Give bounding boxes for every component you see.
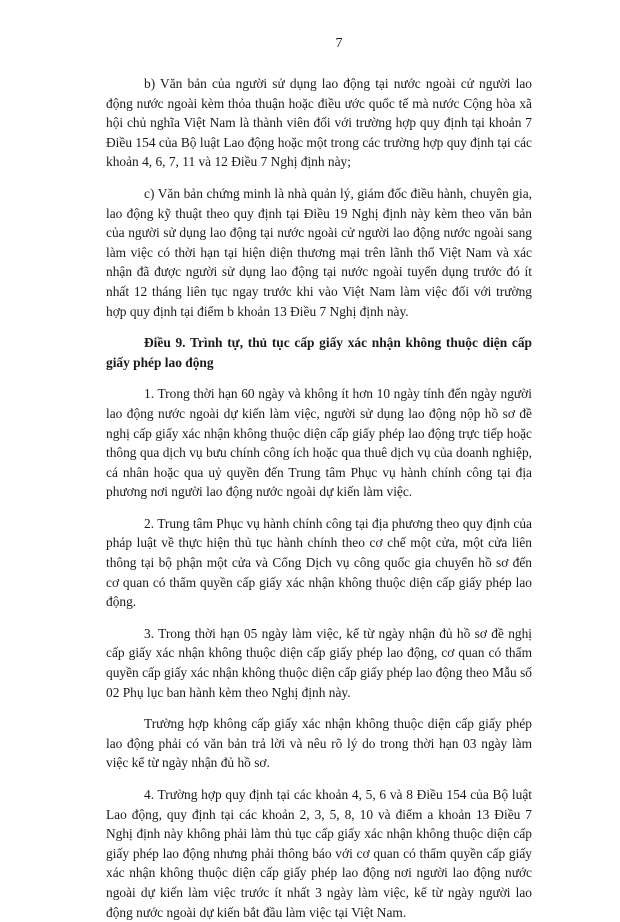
paragraph-c: c) Văn bản chứng minh là nhà quản lý, giám đốc điều hành, chuyên gia, lao động kỹ thuật theo quy định tại Điều 19 Nghị định này kèm theo văn bản của người sử dụng lao động tại nước ngoài cử người lao động nước ngoài sang làm việc có thời hạn tại hiện diện thương mại trên lãnh thổ Việt Nam và xác nhận đã được người sử dụng lao động tại nước ngoài tuyển dụng trước đó ít nhất 12 tháng liên tục ngay trước khi vào Việt Nam làm việc đối với trường hợp quy định tại điểm b khoản 13 Điều 7 Nghị định này.	[106, 185, 532, 319]
article-heading: Điều 9. Trình tự, thủ tục cấp giấy xác nhận không thuộc diện cấp giấy phép lao động	[106, 335, 532, 370]
clause-3-refusal: Trường hợp không cấp giấy xác nhận không thuộc diện cấp giấy phép lao động phải có văn bản trả lời và nêu rõ lý do trong thời hạn 03 ngày làm việc kể từ ngày nhận đủ hồ sơ.	[106, 716, 532, 771]
clause-4: 4. Trường hợp quy định tại các khoản 4, 5, 6 và 8 Điều 154 của Bộ luật Lao động, quy định tại các khoản 2, 3, 5, 8, 10 và điểm a khoản 13 Điều 7 Nghị định này không phải làm thủ tục cấp giấy xác nhận không thuộc diện cấp giấy phép lao động nhưng phải thông báo với cơ quan có thẩm quyền cấp giấy xác nhận không thuộc diện cấp giấy phép lao động nơi người lao động nước ngoài dự kiến làm việc trước ít nhất 3 ngày làm việc, kể từ ngày người lao động nước ngoài dự kiến bắt đầu làm việc tại Việt Nam.	[106, 787, 532, 920]
clause-2: 2. Trung tâm Phục vụ hành chính công tại địa phương theo quy định của pháp luật về thực hiện thủ tục hành chính theo cơ chế một cửa, một cửa liên thông tại bộ phận một cửa và Cổng Dịch vụ công quốc gia chuyển hồ sơ đến cơ quan có thẩm quyền cấp giấy xác nhận không thuộc diện cấp giấy phép lao động.	[106, 515, 532, 610]
clause-3: 3. Trong thời hạn 05 ngày làm việc, kể từ ngày nhận đủ hồ sơ đề nghị cấp giấy xác nhận không thuộc diện cấp giấy phép lao động, cơ quan có thẩm quyền cấp giấy xác nhận không thuộc diện cấp giấy phép lao động theo Mẫu số 02 Phụ lục ban hành kèm theo Nghị định này.	[106, 625, 532, 700]
clause-1: 1. Trong thời hạn 60 ngày và không ít hơn 10 ngày tính đến ngày người lao động nước ngoài dự kiến làm việc, người sử dụng lao động nộp hồ sơ đề nghị cấp giấy xác nhận không thuộc diện cấp giấy phép lao động trực tiếp hoặc thông qua dịch vụ bưu chính công ích hoặc qua thuê dịch vụ của doanh nghiệp, cá nhân hoặc qua uỷ quyền đến Trung tâm Phục vụ hành chính công tại địa phương nơi người lao động nước ngoài dự kiến làm việc.	[106, 386, 532, 500]
paragraph-b: b) Văn bản của người sử dụng lao động tại nước ngoài cử người lao động nước ngoài kèm thỏa thuận hoặc điều ước quốc tế mà nước Cộng hòa xã hội chủ nghĩa Việt Nam là thành viên đối với trường hợp quy định tại khoản 7 Điều 154 của Bộ luật Lao động hoặc một trong các trường hợp quy định tại các khoản 4, 6, 7, 11 và 12 Điều 7 Nghị định này;	[106, 76, 532, 170]
page-number: 7	[335, 36, 343, 51]
